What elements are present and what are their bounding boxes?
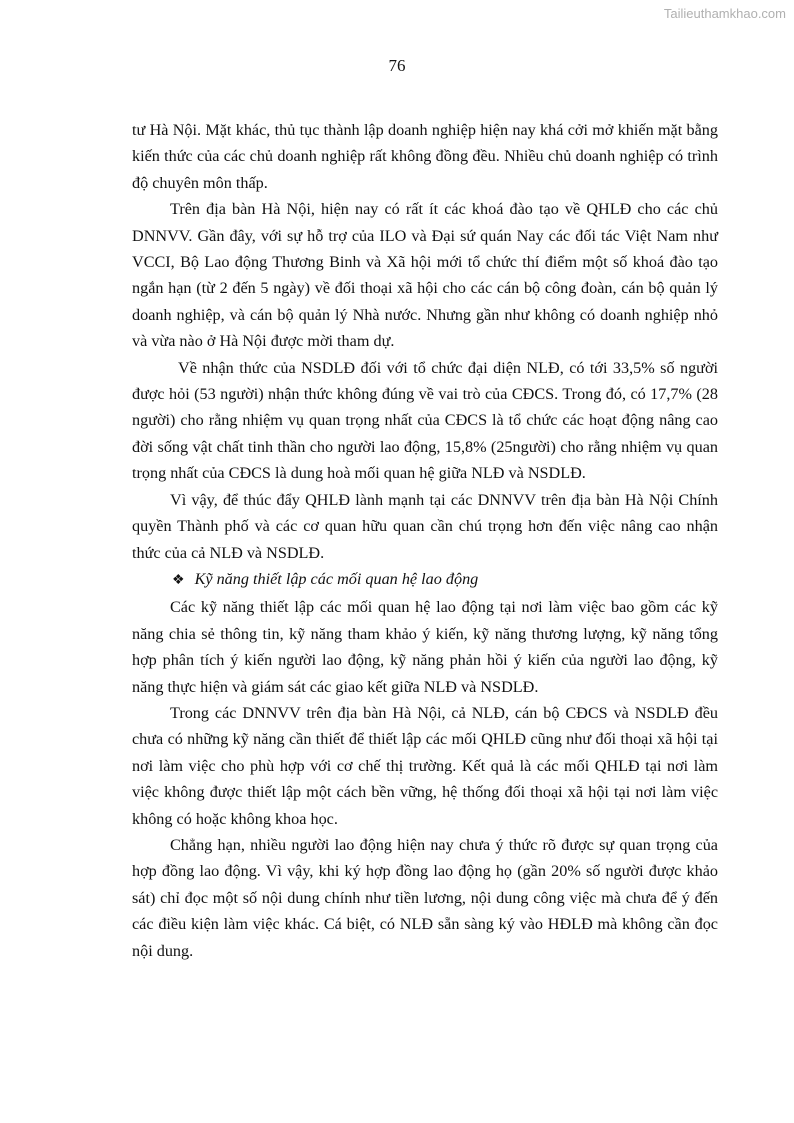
paragraph-employer-awareness: Về nhận thức của NSDLĐ đối với tổ chức đại diện NLĐ, có tới 33,5% số người được hỏi (53 người) nhận thức không đúng về vai trò của CĐCS. Trong đó, có 17,7% (28 người) cho rằng nhiệm vụ quan trọng nhất của CĐCS là tổ chức các hoạt động nâng cao đời sống vật chất tinh thần cho người lao động, 15,8% (25người) cho rằng nhiệm vụ quan trọng nhất của CĐCS là dung hoà mối quan hệ giữa NLĐ và NSDLĐ.: [132, 358, 718, 483]
paragraph-recommendation: Vì vậy, để thúc đẩy QHLĐ lành mạnh tại các DNNVV trên địa bàn Hà Nội Chính quyền Thành phố và các cơ quan hữu quan cần chú trọng hơn đến việc nâng cao nhận thức của cả NLĐ và NSDLĐ.: [132, 490, 718, 562]
page-number: 76: [388, 56, 406, 75]
section-heading: [172, 566, 718, 594]
paragraph-skills-list: Các kỹ năng thiết lập các mối quan hệ lao động tại nơi làm việc bao gồm các kỹ năng chia sẻ thông tin, kỹ năng tham khảo ý kiến, kỹ năng thương lượng, kỹ năng tổng hợp phân tích ý kiến người lao động, kỹ năng phản hồi ý kiến của người lao động, kỹ năng thực hiện và giám sát các giao kết giữa NLĐ và NSDLĐ.: [132, 598, 718, 696]
paragraph-skills-lacking: Trong các DNNVV trên địa bàn Hà Nội, cả NLĐ, cán bộ CĐCS và NSDLĐ đều chưa có những kỹ năng cần thiết để thiết lập các mối QHLĐ cũng như đối thoại xã hội tại nơi làm việc cho phù hợp với cơ chế thị trường. Kết quả là các mối QHLĐ tại nơi làm việc không được thiết lập một cách bền vững, hệ thống đối thoại xã hội tại nơi làm việc không có hoặc không khoa học.: [132, 703, 718, 828]
paragraph-contract-example: Chẳng hạn, nhiều người lao động hiện nay chưa ý thức rõ được sự quan trọng của hợp đồng lao động. Vì vậy, khi ký hợp đồng lao động họ (gần 20% số người được khảo sát) chỉ đọc một số nội dung chính như tiền lương, nội dung công việc mà chưa để ý đến các điều kiện làm việc khác. Cá biệt, có NLĐ sẵn sàng ký vào HĐLĐ mà không cần đọc nội dung.: [132, 835, 718, 960]
page-body: [132, 117, 718, 964]
watermark: Tailieuthamkhao.com: [663, 6, 786, 21]
paragraph-training-courses: Trên địa bàn Hà Nội, hiện nay có rất ít các khoá đào tạo về QHLĐ cho các chủ DNNVV. Gần đây, với sự hỗ trợ của ILO và Đại sứ quán Nay các đối tác Việt Nam như VCCI, Bộ Lao động Thương Binh và Xã hội mới tổ chức thí điểm một số khoá đào tạo ngắn hạn (từ 2 đến 5 ngày) về đối thoại xã hội cho các cán bộ công đoàn, cán bộ quản lý doanh nghiệp, và cán bộ quản lý Nhà nước. Nhưng gần như không có doanh nghiệp nhỏ và vừa nào ở Hà Nội được mời tham dự.: [132, 200, 718, 351]
section-heading-text: Kỹ năng thiết lập các mối quan hệ lao động: [194, 569, 479, 588]
diamond-bullet-icon: ❖: [172, 572, 185, 588]
paragraph-continued: tư Hà Nội. Mặt khác, thủ tục thành lập doanh nghiệp hiện nay khá cởi mở khiến mặt bằng kiến thức của các chủ doanh nghiệp rất không đồng đều. Nhiều chủ doanh nghiệp có trình độ chuyên môn thấp.: [132, 121, 718, 192]
